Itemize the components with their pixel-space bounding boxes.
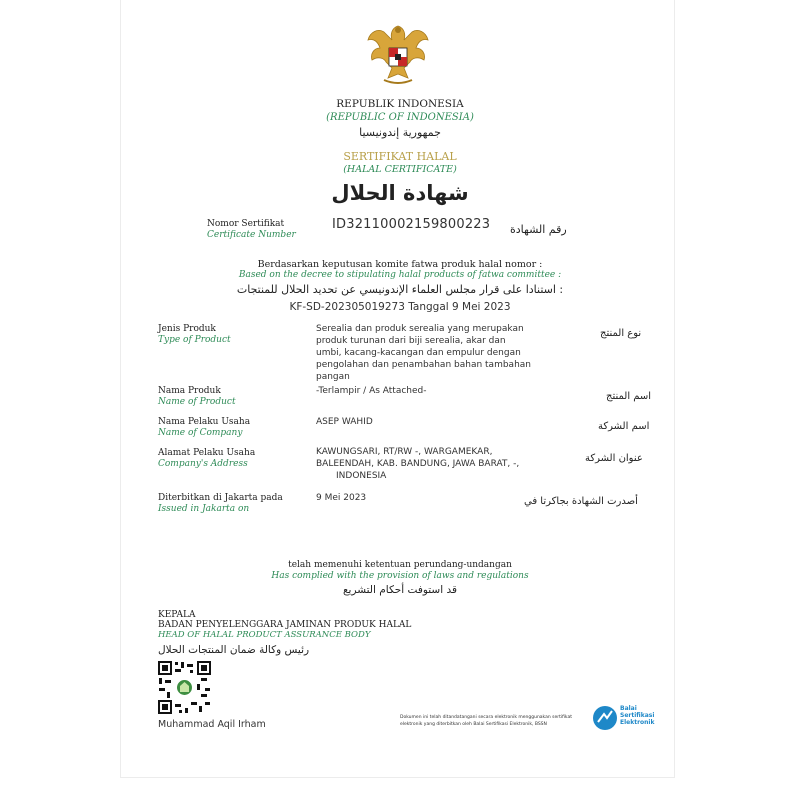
signatory-agency: BADAN PENYELENGGARA JAMINAN PRODUK HALAL (158, 620, 412, 630)
certificate-number-label-ar: رقم الشهادة (510, 223, 567, 236)
country-name-ar: جمهورية إندونيسيا (359, 126, 441, 139)
bsre-logo-text: Balai Sertifikasi Elektronik (620, 705, 655, 726)
decree-reference: KF-SD-202305019273 Tanggal 9 Mei 2023 (289, 301, 511, 313)
name-of-product-label-id: Nama Produk (158, 386, 221, 396)
type-of-product-label-id: Jenis Produk (158, 324, 216, 334)
certificate-title-ar: شهادة الحلال (331, 181, 469, 205)
company-name-label-id: Nama Pelaku Usaha (158, 417, 251, 427)
country-name-id: REPUBLIK INDONESIA (336, 98, 464, 110)
decree-text-en: Based on the decree to stipulating halal products of fatwa committee : (238, 270, 562, 280)
certificate-number: ID32110002159800223 (332, 217, 491, 232)
name-of-product-label-en: Name of Product (158, 397, 236, 407)
issued-label-en: Issued in Jakarta on (158, 504, 250, 514)
signatory-name: Muhammad Aqil Irham (158, 719, 266, 730)
signatory-agency-en: HEAD OF HALAL PRODUCT ASSURANCE BODY (158, 630, 371, 640)
type-of-product-label-ar: نوع المنتج (600, 328, 642, 339)
type-of-product-value: Serealia dan produk serealia yang merupakan produk turunan dari biji serealia, akar dan umbi, kacang-kacangan dan empulur dengan pengolahan dan penambahan bahan tambahan pangan (316, 324, 531, 382)
certificate-title-id: SERTIFIKAT HALAL (343, 150, 457, 163)
company-name-label-en: Name of Company (158, 428, 243, 438)
e-signature-note: Dokumen ini telah ditandatangani secara elektronik menggunakan sertifikat elektronik yang diterbitkan oleh Balai Sertifikasi Elektronik, BSSN (400, 715, 572, 727)
company-name-label-ar: اسم الشركة (598, 421, 650, 432)
compliance-text-en: Has complied with the provision of laws and regulations (271, 571, 529, 581)
certificate-title-en: (HALAL CERTIFICATE) (343, 164, 457, 175)
company-address-label-en: Company's Address (158, 459, 248, 469)
decree-text-id: Berdasarkan keputusan komite fatwa produk halal nomor : (257, 259, 543, 270)
issued-date-value: 9 Mei 2023 (316, 493, 367, 503)
certificate-number-label-en: Certificate Number (207, 230, 296, 240)
company-address-label-id: Alamat Pelaku Usaha (158, 448, 256, 458)
name-of-product-value: -Terlampir / As Attached- (316, 386, 427, 396)
certificate-number-label-id: Nomor Sertifikat (207, 219, 285, 229)
compliance-text-ar: قد استوفت أحكام التشريع (342, 584, 458, 596)
decree-text-ar: استنادا على قرار مجلس العلماء الإندونيسي عن تحديد الحلال للمنتجات : (236, 283, 564, 296)
country-name-en: (REPUBLIC OF INDONESIA) (326, 112, 474, 123)
compliance-text-id: telah memenuhi ketentuan perundang-undangan (288, 560, 512, 570)
qr-code-icon (157, 660, 212, 715)
company-name-value: ASEP WAHID (316, 417, 373, 427)
signatory-title: KEPALA (158, 610, 196, 620)
type-of-product-label-en: Type of Product (158, 335, 231, 345)
signatory-agency-ar: رئيس وكالة ضمان المنتجات الحلال (158, 644, 310, 656)
issued-label-ar: أصدرت الشهادة بجاكرتا في (524, 496, 638, 507)
company-address-value: KAWUNGSARI, RT/RW -, WARGAMEKAR, BALEENDAH, KAB. BANDUNG, JAWA BARAT, -, INDONESIA (316, 447, 520, 481)
name-of-product-label-ar: اسم المنتج (606, 391, 652, 402)
garuda-emblem-icon (362, 18, 434, 90)
issued-label-id: Diterbitkan di Jakarta pada (158, 493, 283, 503)
bsre-logo-icon (592, 705, 618, 731)
company-address-label-ar: عنوان الشركة (585, 453, 643, 464)
